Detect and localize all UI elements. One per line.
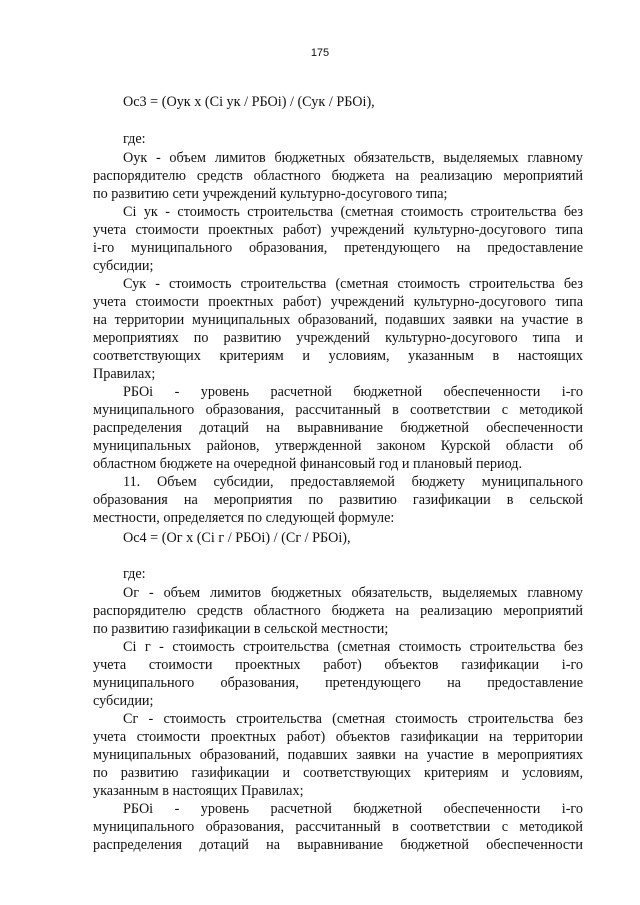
paragraph-line: 11. Объем субсидии, предоставляемой бюджету муниципального	[123, 474, 583, 490]
paragraph-line: Правилах;	[93, 366, 156, 382]
paragraph-line: учета стоимости проектных работ) объектов газификации i-го	[93, 657, 583, 673]
paragraph-line: муниципального образования, рассчитанный в соответствии с методикой	[93, 819, 583, 835]
where-label: где:	[123, 131, 146, 147]
paragraph-line: муниципального образования, рассчитанный в соответствии с методикой	[93, 402, 583, 418]
paragraph-line: муниципальных образований, подавших заявки на участие в мероприятиях	[93, 747, 583, 763]
paragraph-line: РБОi - уровень расчетной бюджетной обеспеченности i-го	[123, 801, 583, 817]
paragraph-line: местности, определяется по следующей формуле:	[93, 510, 395, 526]
paragraph-line: Сг - стоимость строительства (сметная стоимость строительства без	[123, 711, 583, 727]
paragraph-line: по развитию газификации в сельской местности;	[93, 621, 389, 637]
paragraph-line: РБОi - уровень расчетной бюджетной обеспеченности i-го	[123, 384, 583, 400]
paragraph-line: на территории муниципальных образований, подавших заявки на участие в	[93, 312, 583, 328]
paragraph-line: субсидии;	[93, 693, 154, 709]
paragraph-line: образования на мероприятия по развитию газификации в сельской	[93, 492, 583, 508]
paragraph-line: распорядителю средств областного бюджета на реализацию мероприятий	[93, 603, 583, 619]
paragraph-line: указанным в настоящих Правилах;	[93, 783, 304, 799]
paragraph-line: i-го муниципального образования, претендующего на предоставление	[93, 240, 583, 256]
paragraph-line: муниципальных районов, утвержденной законом Курской области об	[93, 438, 583, 454]
page-number: 175	[310, 47, 330, 59]
paragraph-line: муниципального образования, претендующего на предоставление	[93, 675, 583, 691]
where-label: где:	[123, 566, 146, 582]
paragraph-line: Сi ук - стоимость строительства (сметная стоимость строительства без	[123, 204, 583, 220]
paragraph-line: Сi г - стоимость строительства (сметная стоимость строительства без	[123, 639, 583, 655]
paragraph-line: областном бюджете на очередной финансовый год и плановый период.	[93, 456, 523, 472]
paragraph-line: мероприятиях по развитию учреждений культурно-досугового типа и	[93, 330, 583, 346]
paragraph-line: распорядителю средств областного бюджета на реализацию мероприятий	[93, 168, 583, 184]
paragraph-line: учета стоимости проектных работ) объектов газификации на территории	[93, 729, 583, 745]
formula-oc3: Ос3 = (Оук х (Сi ук / РБОi) / (Сук / РБОi),	[123, 94, 375, 110]
paragraph-line: Сук - стоимость строительства (сметная стоимость строительства без	[123, 276, 583, 292]
paragraph-line: субсидии;	[93, 258, 154, 274]
paragraph-line: учета стоимости проектных работ) учреждений культурно-досугового типа	[93, 222, 583, 238]
paragraph-line: Ог - объем лимитов бюджетных обязательств, выделяемых главному	[123, 585, 583, 601]
paragraph-line: учета стоимости проектных работ) учреждений культурно-досугового типа	[93, 294, 583, 310]
paragraph-line: по развитию сети учреждений культурно-досугового типа;	[93, 186, 448, 202]
paragraph-line: распределения дотаций на выравнивание бюджетной обеспеченности	[93, 837, 583, 853]
paragraph-line: Оук - объем лимитов бюджетных обязательств, выделяемых главному	[123, 150, 583, 166]
paragraph-line: соответствующих критериям и условиям, указанным в настоящих	[93, 348, 583, 364]
paragraph-line: по развитию газификации и соответствующих критериям и условиям,	[93, 765, 583, 781]
formula-oc4: Ос4 = (Ог х (Сi г / РБОi) / (Сг / РБОi),	[123, 530, 351, 546]
paragraph-line: распределения дотаций на выравнивание бюджетной обеспеченности	[93, 420, 583, 436]
